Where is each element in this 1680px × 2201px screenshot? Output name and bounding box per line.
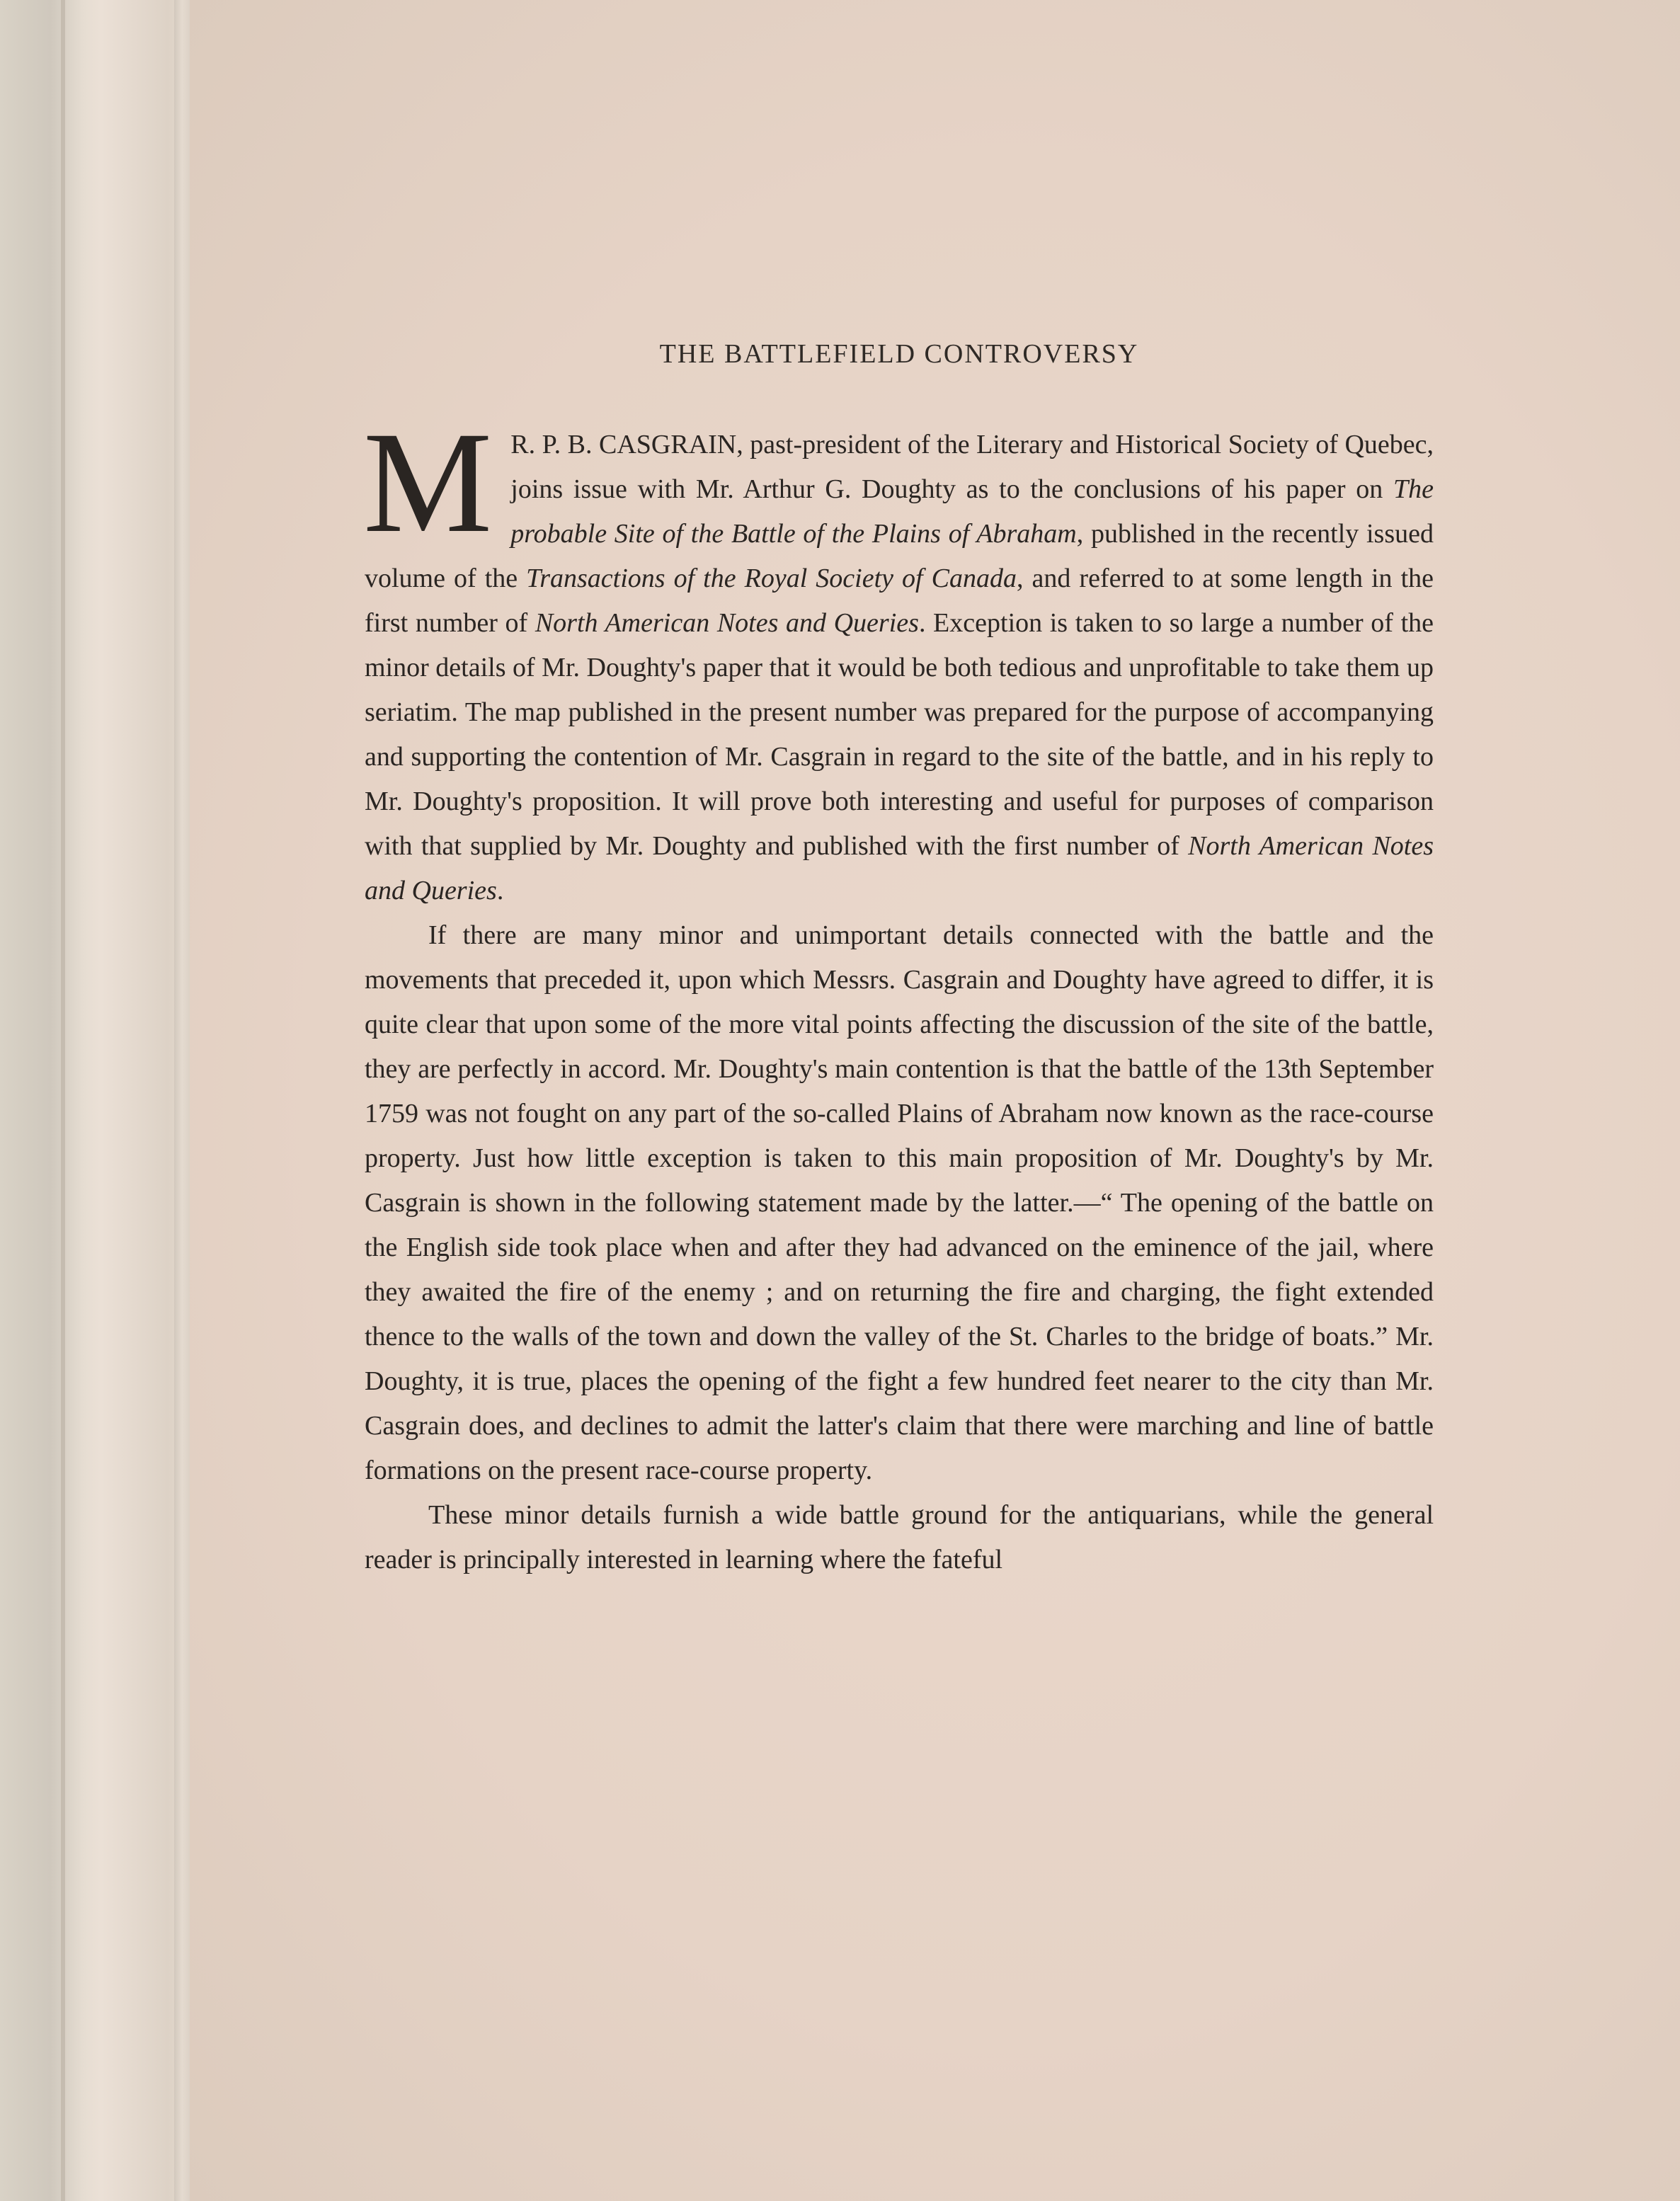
- book-spine: [61, 0, 65, 2201]
- paragraph-3: These minor details furnish a wide battle ground for the antiquarians, while the general reader is principally interested in learning where the fateful: [365, 1500, 1434, 1574]
- paragraph-1-text-a: R. P. B. CASGRAIN, past-president of the Literary and Historical Society of Quebec, joins issue with Mr. Arthur G. Doughty as to the conclusions of his paper on: [510, 430, 1434, 504]
- paper-title: The probable Site of the Battle of the Plains of Abraham: [510, 474, 1434, 549]
- drop-cap: M: [363, 402, 493, 563]
- journal-title: Transactions of the Royal Society of Canada: [526, 564, 1017, 593]
- page-title: THE BATTLEFIELD CONTROVERSY: [659, 339, 1139, 369]
- page-edge: [174, 0, 190, 2201]
- article-body: [363, 402, 1434, 1582]
- paragraph-1-text-b: , published in the recently issued volume of the: [365, 519, 1434, 593]
- paragraph-1-text-e: .: [496, 876, 504, 905]
- paragraph-2: If there are many minor and unimportant details connected with the battle and the movements that preceded it, upon which Messrs. Casgrain and Doughty have agreed to differ, it is quite clear that upon some of the more vital points affecting the discussion of the site of the battle, they are perfectly in accord. Mr. Doughty's main contention is that the battle of the 13th September 1759 was not fought on any part of the so-called Plains of Abraham now known as the race-course property. Just how little exception is taken to this main proposition of Mr. Doughty's by Mr. Casgrain is shown in the following statement made by the latter.—“ The opening of the battle on the English side took place when and after they had advanced on the eminence of the jail, where they awaited the fire of the enemy ; and on returning the fire and charging, the fight extended thence to the walls of the town and down the valley of the St. Charles to the bridge of boats.” Mr. Doughty, it is true, places the opening of the fight a few hundred feet nearer to the city than Mr. Casgrain does, and declines to admit the latter's claim that there were marching and line of battle formations on the present race-course property.: [365, 920, 1434, 1485]
- periodical-title-1: North American Notes and Queries: [535, 608, 919, 638]
- paragraph-1-text-d: . Exception is taken to so large a number of the minor details of Mr. Doughty's paper that it would be both tedious and unprofitable to take them up seriatim. The map published in the present number was prepared for the purpose of accompanying and supporting the contention of Mr. Casgrain in regard to the site of the battle, and in his reply to Mr. Doughty's proposition. It will prove both interesting and useful for purposes of comparison with that supplied by Mr. Doughty and published with the first number of: [365, 608, 1434, 861]
- periodical-title-2: North American Notes and Queries: [365, 831, 1434, 905]
- paragraph-1-text-c: , and referred to at some length in the first number of: [365, 564, 1434, 638]
- paragraph-1: [363, 402, 1434, 913]
